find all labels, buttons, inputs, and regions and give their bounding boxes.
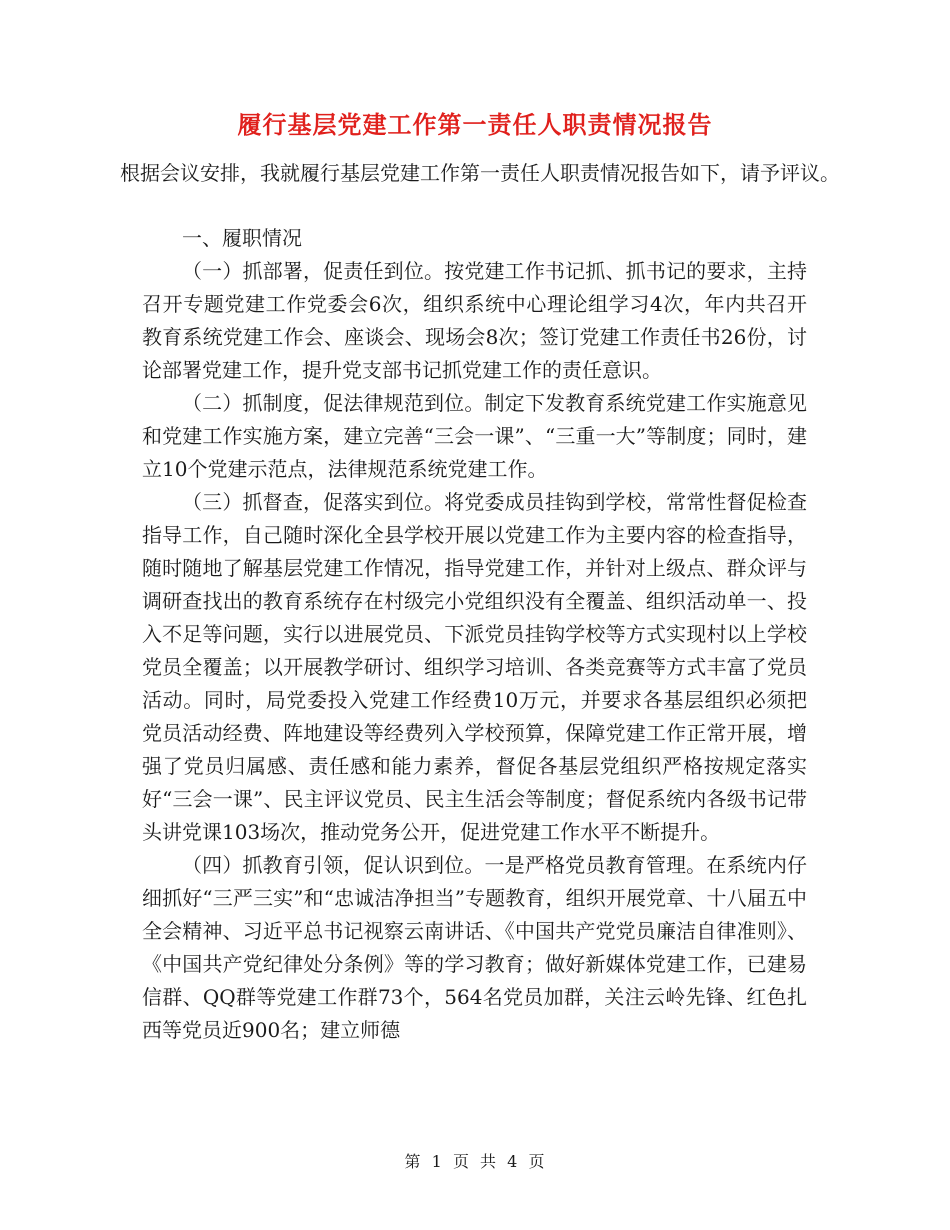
section-heading: 一、履职情况: [182, 226, 302, 250]
footer-current-page: 1: [431, 1152, 443, 1171]
document-title: 履行基层党建工作第一责任人职责情况报告: [237, 110, 713, 139]
intro-paragraph: 根据会议安排，我就履行基层党建工作第一责任人职责情况报告如下，请予评议。: [120, 161, 840, 185]
footer-total-suffix: 页: [528, 1152, 546, 1171]
footer-page-word: 页: [452, 1152, 470, 1171]
footer-prefix: 第: [404, 1152, 422, 1171]
body-paragraph: （二）抓制度，促法律规范到位。制定下发教育系统党建工作实施意见和党建工作实施方案，建立完善“三会一课”、“三重一大”等制度；同时，建立10个党建示范点，法律规范系统党建工作。: [142, 391, 807, 481]
page-footer: [0, 1150, 950, 1174]
body-paragraph: （三）抓督查，促落实到位。将党委成员挂钩到学校，常常性督促检查指导工作，自己随时深化全县学校开展以党建工作为主要内容的检查指导，随时随地了解基层党建工作情况，指导党建工作，并针对上级点、群众评与调研查找出的教育系统存在村级完小党组织没有全覆盖、组织活动单一、投入不足等问题，实行以进展党员、下派党员挂钩学校等方式实现村以上学校党员全覆盖；以开展教学研讨、组织学习培训、各类竞赛等方式丰富了党员活动。同时，局党委投入党建工作经费10万元，并要求各基层组织必须把党员活动经费、阵地建设等经费列入学校预算，保障党建工作正常开展，增强了党员归属感、责任感和能力素养，督促各基层党组织严格按规定落实好“三会一课”、民主评议党员、民主生活会等制度；督促系统内各级书记带头讲党课103场次，推动党务公开，促进党建工作水平不断提升。: [142, 490, 807, 844]
body-paragraph: （一）抓部署，促责任到位。按党建工作书记抓、抓书记的要求，主持召开专题党建工作党委会6次，组织系统中心理论组学习4次，年内共召开教育系统党建工作会、座谈会、现场会8次；签订党建工作责任书26份，讨论部署党建工作，提升党支部书记抓党建工作的责任意识。: [142, 259, 807, 382]
body-paragraph: （四）抓教育引领，促认识到位。一是严格党员教育管理。在系统内仔细抓好“三严三实”和“忠诚洁净担当”专题教育，组织开展党章、十八届五中全会精神、习近平总书记视察云南讲话、《中国共产党党员廉洁自律准则》、《中国共产党纪律处分条例》等的学习教育；做好新媒体党建工作，已建易信群、QQ群等党建工作群73个，564名党员加群，关注云岭先锋、红色扎西等党员近900名；建立师德: [142, 853, 807, 1042]
footer-total-prefix: 共: [480, 1152, 498, 1171]
document-body: [142, 222, 807, 1047]
footer-total-pages: 4: [507, 1152, 519, 1171]
